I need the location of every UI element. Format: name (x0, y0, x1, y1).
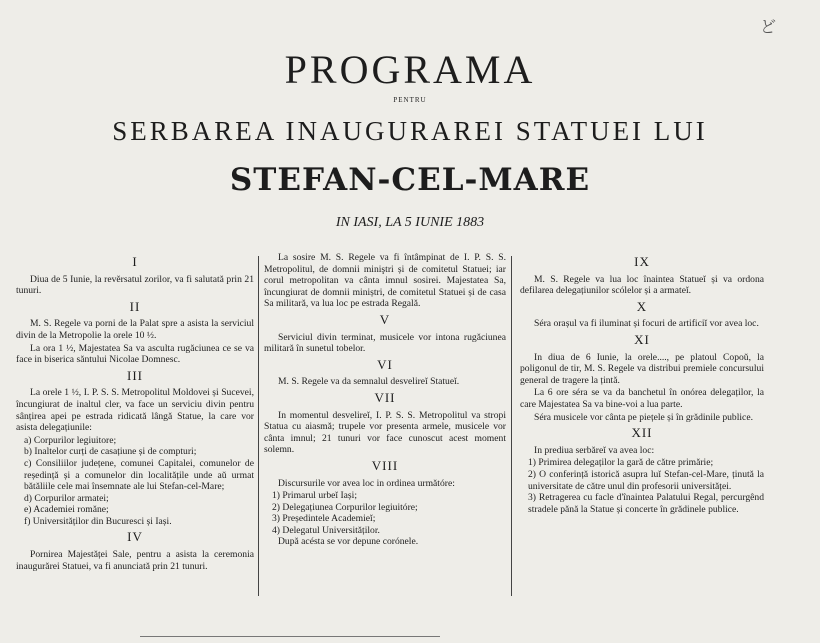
section-number: XI (634, 331, 650, 347)
section-text: Séra orașul va fi iluminat și focuri de artificiĭ vor avea loc. (534, 318, 759, 330)
list-item: 3) Retragerea cu facle d'înaintea Palatului Regal, percurgênd stradele pănă la Statue și concerte în grădinele publice. (528, 492, 764, 515)
list-item: 3) Președintele Academieĭ; (272, 513, 376, 525)
list-item: b) Inaltelor curți de casațiune și de compturi; (24, 446, 197, 458)
section-text: La sosire M. S. Regele va fi întâmpinat de I. P. S. S. Metropolitul, de domnii miniştri și de comitetul Statuei; iar corul metropolitan va cânta imnul sosirei. Majestatea Sa, încungiurat de domnii miniștri, de comitetul Statuei și de casa Sa militară, va lua loc pe estrada Regală. (264, 252, 506, 310)
list-item: 2) O conferință istorică asupra luĭ Stefan-cel-Mare, ținută la universitate de către unul din profesorii universităței. (528, 468, 764, 492)
corner-handwritten-mark: ど (760, 19, 777, 36)
document-subtitle: SERBAREA INAUGURAREI STATUEI LUI (112, 116, 708, 146)
section-text: In prediua serbăreĭ va avea loc: (534, 444, 655, 456)
section-text: La orele 1 ½, I. P. S. S. Metropolitul Moldovei și Sucevei, încungiurat de inaltul cler, va face un serviciu divin pentru sânțirea apei pe estrada ridicată lângă Statue, la care vor asista delegațiunile: (16, 387, 254, 434)
list-item: 2) Delegațiunea Corpurilor legiuitóre; (272, 501, 418, 513)
section-text: La ora 1 ½, Majestatea Sa va asculta rugăciunea ce se va face in biserica săntului Nicolae Domnesc. (16, 342, 254, 366)
section-text: In momentul desvelireĭ, I. P. S. S. Metropolitul va stropi Statua cu aiasmă; trupele vor presenta armele, musicele vor cânta imnul; 21 tunuri vor face cunoscut acest moment solemn. (264, 409, 506, 456)
column-2 (264, 252, 506, 549)
section-text: După acésta se vor depune corónele. (278, 536, 419, 548)
list-item: f) Universităților din Bucuresci și Iași. (24, 515, 172, 527)
column-divider-1 (258, 256, 259, 596)
list-item: 1) Primirea delegaților la gară de către primărie; (528, 457, 714, 469)
list-item: e) Academiei romăne; (24, 504, 109, 516)
section-text: Diua de 5 Iunie, la revĕrsatul zorilor, va fi salutată prin 21 tunuri. (16, 273, 254, 297)
section-number: VIII (371, 457, 399, 473)
section-text: Discursurile vor avea loc in ordinea următóre: (278, 477, 455, 489)
section-number: X (636, 298, 648, 314)
section-number: VII (374, 389, 396, 405)
list-item: d) Corpurilor armatei; (24, 492, 109, 504)
section-number: VI (377, 356, 393, 372)
section-text: In diua de 6 Iunie, la orele...., pe platoul Copoŭ, la poligonul de tir, M. S. Regele va distribui premiele concursului general de tragere la țintă. (520, 351, 764, 386)
list-item: a) Corpurilor legiuitore; (24, 434, 117, 446)
section-text: Serviciul divin terminat, musicele vor intona rugăciunea militară în sunetul tobelor. (264, 331, 506, 355)
section-text: La 6 ore séra se va da banchetul în onórea delegaților, la care Majestatea Sa va bine-voi a lua parte. (520, 387, 764, 410)
pentru-label: PENTRU (393, 96, 427, 104)
column-1 (16, 252, 254, 573)
dateline: IN IASI, LA 5 IUNIE 1883 (335, 215, 485, 230)
list-item: 1) Primarul urbeĭ Iași; (272, 490, 357, 502)
list-item: 4) Delegatul Universităților. (272, 524, 380, 536)
list-item: c) Consiliilor județene, comunei Capitalei, comunelor de reședință și a comunelor din localitățile unde aŭ urmat bătăliile cele mai însemnate ale lui Stefan-cel-Mare; (24, 457, 254, 493)
section-number: I (132, 254, 138, 269)
section-number: IV (127, 529, 143, 545)
statue-name: STEFAN-CEL-MARE (229, 162, 591, 198)
section-text: M. S. Regele va porni de la Palat spre a asista la serviciul divin de la Metropolie la orele 10 ½. (16, 318, 254, 341)
column-3 (520, 252, 764, 515)
section-number: V (379, 311, 391, 327)
document-title: PROGRAMA (284, 47, 536, 92)
section-text: Pornirea Majestăței Sale, pentru a asista la ceremonia inaugurărei Statuei, va fi anunciată prin 21 tunuri. (16, 549, 254, 572)
section-number: II (129, 298, 141, 314)
section-number: III (127, 367, 143, 383)
section-text: M. S. Regele va lua loc înaintea Statueĭ și va ordona defilarea delegațiunilor scólelor și a armateĭ. (520, 273, 764, 297)
bottom-rule (140, 636, 440, 637)
column-divider-2 (511, 256, 512, 596)
section-number: XII (631, 425, 653, 441)
section-number: IX (634, 254, 650, 269)
section-text: M. S. Regele va da semnalul desvelireĭ Statueĭ. (278, 376, 460, 388)
section-text: Séra musicele vor cânta pe piețele și în grădinile publice. (534, 411, 753, 423)
